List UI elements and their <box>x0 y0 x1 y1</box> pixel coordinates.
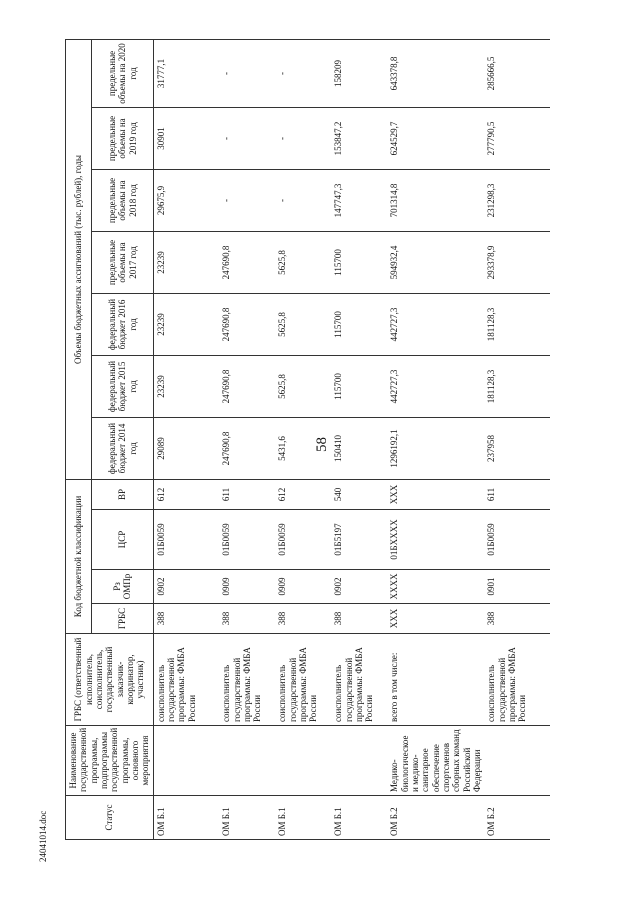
cell-2014: 237958 <box>484 417 550 479</box>
cell-2016: 5625,8 <box>275 293 331 355</box>
table-row <box>219 39 275 839</box>
cell-rz: 0909 <box>219 570 275 604</box>
header-2015: федеральный бюджет 2015 год <box>92 355 154 417</box>
cell-name <box>153 726 219 796</box>
cell-2020: - <box>275 39 331 107</box>
cell-grbs-full: всего в том числе: <box>387 634 484 726</box>
cell-vr: 611 <box>484 479 550 509</box>
cell-vr: 612 <box>153 479 219 509</box>
header-status: Статус <box>66 796 154 840</box>
cell-vr: XXX <box>387 479 484 509</box>
cell-rz: XXXX <box>387 570 484 604</box>
cell-rz: 0909 <box>275 570 331 604</box>
cell-2018: 231298,3 <box>484 169 550 231</box>
header-grbs-full: ГРБС (ответственный исполнитель, соисполнитель, государственный заказчик-координатор, участник) <box>66 634 154 726</box>
header-csr: ЦСР <box>92 510 154 570</box>
cell-name: Медико-биологическое и медико-санитарное обеспечение спортсменов сборных команд Российской Федерации <box>387 726 484 796</box>
cell-2016: 23239 <box>153 293 219 355</box>
table-row <box>153 39 219 839</box>
header-vr: ВР <box>92 479 154 509</box>
header-name: Наименование государственной программы, подпрограммы государственной программы, основного мероприятия <box>66 726 154 796</box>
header-2019: предельные объемы на 2019 год <box>92 107 154 169</box>
table-body <box>153 39 550 839</box>
table-row <box>275 39 331 839</box>
page-number: 58 <box>314 437 330 452</box>
header-rz: Рз ОМПр <box>92 570 154 604</box>
header-grbs: ГРБС <box>92 604 154 634</box>
cell-status: ОМ Б.2 <box>484 796 550 840</box>
cell-vr: 611 <box>219 479 275 509</box>
cell-2020: 643378,8 <box>387 39 484 107</box>
cell-2015: 442727,3 <box>387 355 484 417</box>
cell-name <box>331 726 387 796</box>
cell-2015: 5625,8 <box>275 355 331 417</box>
table-row <box>387 39 484 839</box>
cell-csr: 01Б0059 <box>153 510 219 570</box>
cell-csr: 01Б5197 <box>331 510 387 570</box>
cell-2017: 293378,9 <box>484 231 550 293</box>
cell-2015: 181128,3 <box>484 355 550 417</box>
cell-2019: 277790,5 <box>484 107 550 169</box>
cell-2018: - <box>275 169 331 231</box>
cell-2016: 115700 <box>331 293 387 355</box>
cell-vr: 612 <box>275 479 331 509</box>
cell-csr: 01Б0059 <box>484 510 550 570</box>
cell-rz: 0901 <box>484 570 550 604</box>
cell-2017: 5625,8 <box>275 231 331 293</box>
cell-2017: 23239 <box>153 231 219 293</box>
cell-grbs-full: соисполнитель государственной программы: ФМБА России <box>484 634 550 726</box>
header-2017: предельные объемы на 2017 год <box>92 231 154 293</box>
cell-vr: 540 <box>331 479 387 509</box>
cell-2019: - <box>275 107 331 169</box>
cell-2014: 247690,8 <box>219 417 275 479</box>
cell-grbs: XXX <box>387 604 484 634</box>
cell-2018: 29675,9 <box>153 169 219 231</box>
cell-csr: 01БXXXX <box>387 510 484 570</box>
cell-2014: 5431,6 <box>275 417 331 479</box>
cell-2018: 701314,8 <box>387 169 484 231</box>
budget-table <box>65 39 550 840</box>
cell-2016: 442727,3 <box>387 293 484 355</box>
cell-2016: 247690,8 <box>219 293 275 355</box>
cell-2019: 30901 <box>153 107 219 169</box>
header-2020: предельные объемы на 2020 год <box>92 39 154 107</box>
cell-status: ОМ Б.1 <box>153 796 219 840</box>
header-2016: федеральный бюджет 2016 год <box>92 293 154 355</box>
header-row-1 <box>66 39 92 839</box>
header-kbk-group: Код бюджетной классификации <box>66 479 92 633</box>
cell-2015: 247690,8 <box>219 355 275 417</box>
header-2018: предельные объемы на 2018 год <box>92 169 154 231</box>
cell-2019: 624529,7 <box>387 107 484 169</box>
cell-2017: 247690,8 <box>219 231 275 293</box>
cell-2017: 115700 <box>331 231 387 293</box>
cell-2019: 153847,2 <box>331 107 387 169</box>
cell-status: ОМ Б.1 <box>275 796 331 840</box>
cell-2014: 1296192,1 <box>387 417 484 479</box>
cell-2019: - <box>219 107 275 169</box>
table-row <box>484 39 550 839</box>
cell-grbs-full: соисполнитель государственной программы: ФМБА России <box>219 634 275 726</box>
cell-status: ОМ Б.1 <box>219 796 275 840</box>
cell-csr: 01Б0059 <box>275 510 331 570</box>
cell-csr: 01Б0059 <box>219 510 275 570</box>
header-volumes-group: Объемы бюджетных ассигнований (тыс. рублей), годы <box>66 39 92 479</box>
cell-grbs: 388 <box>153 604 219 634</box>
cell-2020: - <box>219 39 275 107</box>
cell-2017: 594932,4 <box>387 231 484 293</box>
cell-2018: - <box>219 169 275 231</box>
cell-grbs: 388 <box>275 604 331 634</box>
cell-grbs-full: соисполнитель государственной программы: ФМБА России <box>331 634 387 726</box>
cell-rz: 0902 <box>153 570 219 604</box>
cell-grbs: 388 <box>331 604 387 634</box>
cell-2020: 285666,5 <box>484 39 550 107</box>
cell-2015: 115700 <box>331 355 387 417</box>
cell-2014: 29089 <box>153 417 219 479</box>
cell-grbs: 388 <box>484 604 550 634</box>
cell-status: ОМ Б.2 <box>387 796 484 840</box>
table-row <box>331 39 387 839</box>
cell-2016: 181128,3 <box>484 293 550 355</box>
cell-2020: 158209 <box>331 39 387 107</box>
cell-name <box>219 726 275 796</box>
cell-2020: 31777,1 <box>153 39 219 107</box>
document-code: 24041014.doc <box>38 810 48 862</box>
cell-2014: 150410 <box>331 417 387 479</box>
cell-2018: 147747,3 <box>331 169 387 231</box>
cell-grbs: 388 <box>219 604 275 634</box>
cell-2015: 23239 <box>153 355 219 417</box>
cell-status: ОМ Б.1 <box>331 796 387 840</box>
cell-name <box>275 726 331 796</box>
cell-grbs-full: соисполнитель государственной программы: ФМБА России <box>153 634 219 726</box>
cell-grbs-full: соисполнитель государственной программы: ФМБА России <box>275 634 331 726</box>
header-2014: федеральный бюджет 2014 год <box>92 417 154 479</box>
cell-rz: 0902 <box>331 570 387 604</box>
rotated-table-container <box>65 40 585 840</box>
cell-name <box>484 726 550 796</box>
